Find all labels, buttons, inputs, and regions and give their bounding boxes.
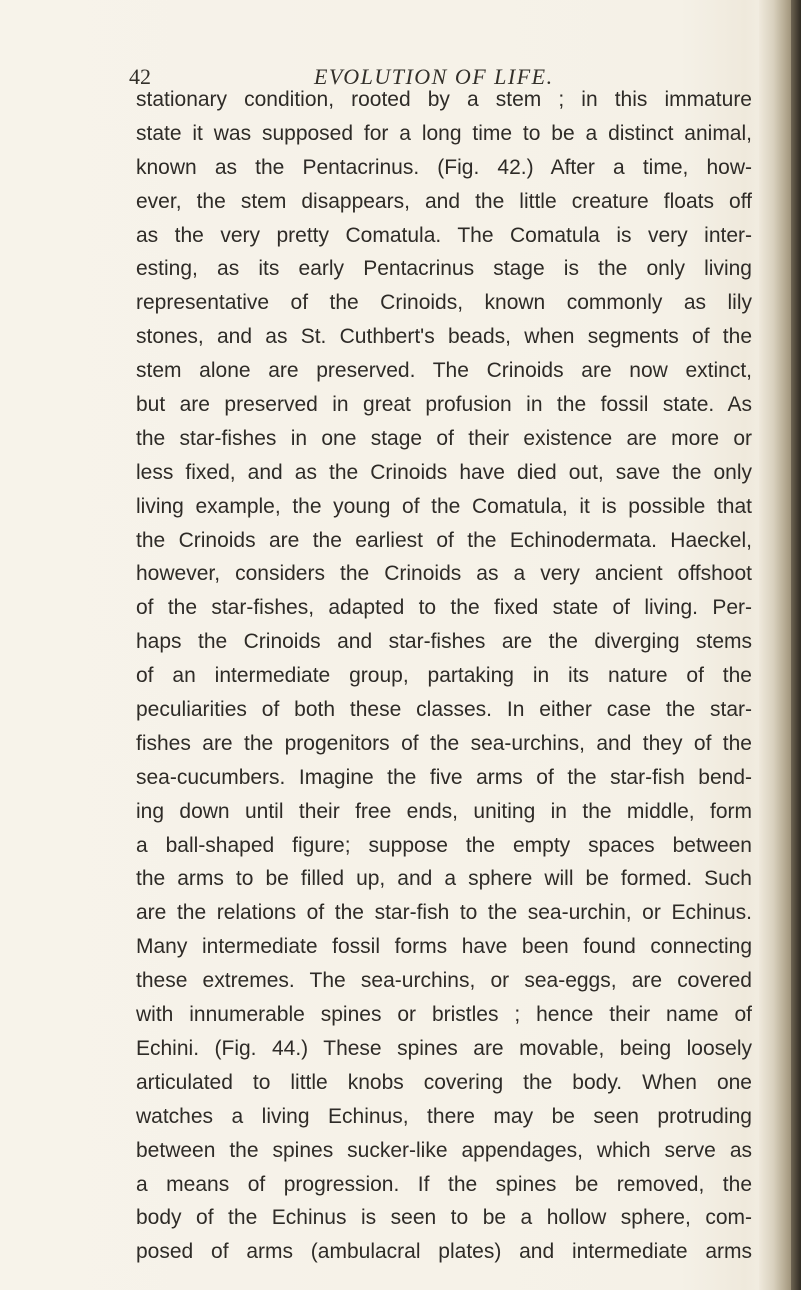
- text-line: living example, the young of the Comatula, it is possible that: [136, 494, 752, 518]
- text-line: the star-fishes in one stage of their existence are more or: [136, 426, 752, 450]
- text-line: of the star-fishes, adapted to the fixed state of living. Per-: [136, 596, 752, 620]
- page-binding-edge: [791, 0, 801, 1290]
- text-line: stem alone are preserved. The Crinoids are now extinct,: [136, 359, 752, 383]
- running-title: EVOLUTION OF LIFE.: [314, 64, 554, 89]
- text-line: as the very pretty Comatula. The Comatula is very inter-: [136, 223, 752, 247]
- text-line: but are preserved in great profusion in the fossil state. As: [136, 393, 752, 417]
- text-line: articulated to little knobs covering the body. When one: [136, 1070, 752, 1094]
- text-line: less fixed, and as the Crinoids have died out, save the only: [136, 460, 752, 484]
- text-line: representative of the Crinoids, known commonly as lily: [136, 291, 752, 315]
- text-line: of an intermediate group, partaking in its nature of the: [136, 664, 752, 688]
- text-line: posed of arms (ambulacral plates) and intermediate arms: [136, 1240, 752, 1264]
- text-line: ing down until their free ends, uniting in the middle, form: [136, 799, 752, 823]
- page-number: 42: [129, 64, 151, 89]
- text-line: the arms to be filled up, and a sphere will be formed. Such: [136, 867, 752, 891]
- text-line: esting, as its early Pentacrinus stage is the only living: [136, 257, 752, 281]
- text-line: peculiarities of both these classes. In either case the star-: [136, 698, 752, 722]
- text-line: state it was supposed for a long time to be a distinct animal,: [136, 121, 752, 145]
- text-line: between the spines sucker-like appendages, which serve as: [136, 1138, 752, 1162]
- text-line: stones, and as St. Cuthbert's beads, when segments of the: [136, 325, 752, 349]
- text-line: Echini. (Fig. 44.) These spines are movable, being loosely: [136, 1036, 752, 1060]
- text-line: a ball-shaped figure; suppose the empty spaces between: [136, 833, 752, 857]
- text-line: stationary condition, rooted by a stem ; in this immature: [136, 88, 752, 111]
- text-line: body of the Echinus is seen to be a hollow sphere, com-: [136, 1206, 752, 1230]
- text-line: with innumerable spines or bristles ; hence their name of: [136, 1003, 752, 1027]
- text-line: watches a living Echinus, there may be seen protruding: [136, 1104, 752, 1128]
- text-line: haps the Crinoids and star-fishes are the diverging stems: [136, 630, 752, 654]
- text-line: these extremes. The sea-urchins, or sea-eggs, are covered: [136, 969, 752, 993]
- text-line: ever, the stem disappears, and the little creature floats off: [136, 189, 752, 213]
- text-line: Many intermediate fossil forms have been found connecting: [136, 935, 752, 959]
- text-line: sea-cucumbers. Imagine the five arms of the star-fish bend-: [136, 765, 752, 789]
- text-line: the Crinoids are the earliest of the Echinodermata. Haeckel,: [136, 528, 752, 552]
- text-line: fishes are the progenitors of the sea-urchins, and they of the: [136, 731, 752, 755]
- text-line: are the relations of the star-fish to the sea-urchin, or Echinus.: [136, 901, 752, 925]
- text-line: a means of progression. If the spines be removed, the: [136, 1172, 752, 1196]
- body-text: [136, 83, 752, 1269]
- text-line: known as the Pentacrinus. (Fig. 42.) After a time, how-: [136, 155, 752, 179]
- text-line: however, considers the Crinoids as a very ancient offshoot: [136, 562, 752, 586]
